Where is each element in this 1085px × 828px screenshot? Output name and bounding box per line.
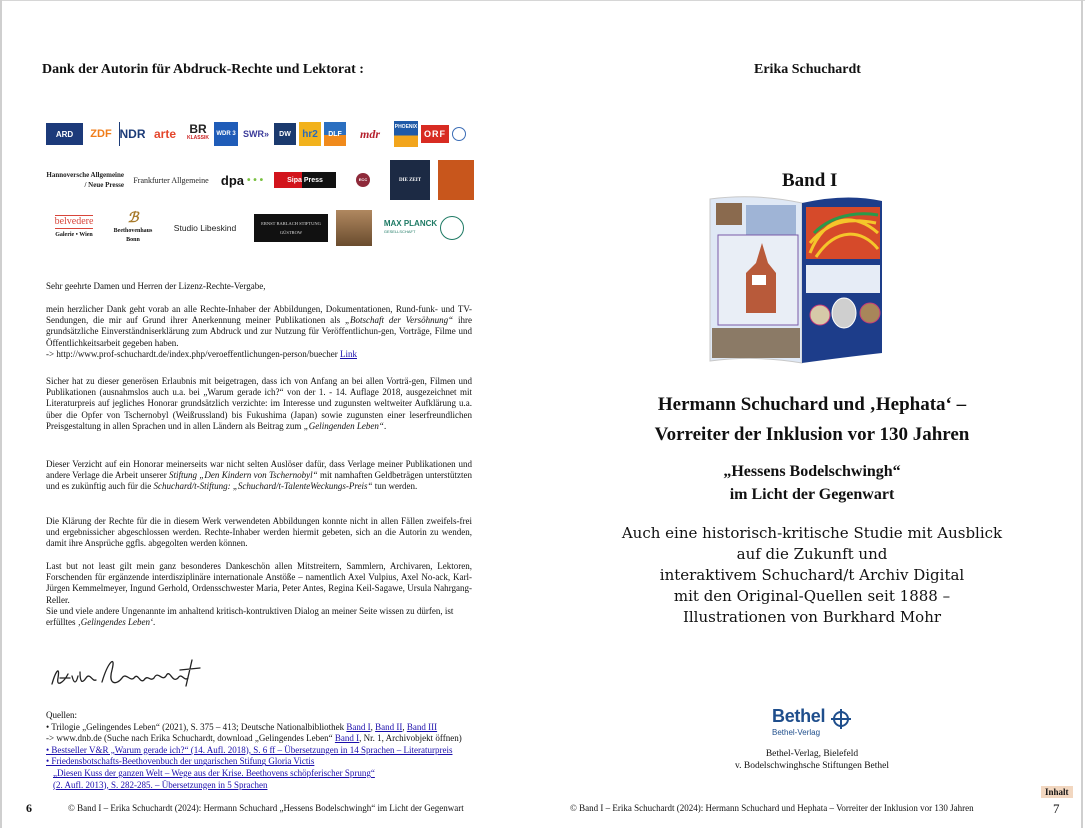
- letter-paragraph-5: [46, 561, 472, 628]
- source-2-text-b: , Nr. 1, Archivobjekt öffnen): [359, 733, 462, 744]
- footer-left: © Band I – Erika Schuchardt (2024): Hermann Schuchard „Hessens Bodelschwingh“ im Licht der Gegenwart: [68, 803, 464, 813]
- acknowledgement-heading: Dank der Autorin für Abdruck-Rechte und Lektorat :: [42, 62, 364, 77]
- beethovenhaus-monogram-icon: ℬ: [127, 211, 139, 226]
- source-line-1: • Trilogie „Gelingendes Leben“ (2021), S. 375 – 413; Deutsche Nationalbibliothek Band I, Band II, Band III: [46, 721, 438, 732]
- beethoven-book-link[interactable]: • Friedensbotschafts-Beethovenbuch der ungarischen Stifung Gloria Victis: [46, 756, 315, 767]
- publisher-line-1: Bethel-Verlag, Bielefeld: [765, 749, 859, 759]
- letter-paragraph-4: [46, 516, 472, 550]
- institution-logos: [46, 208, 476, 248]
- sipa-press-logo: Sipa Press: [274, 172, 336, 188]
- description-line: Auch eine historisch-kritische Studie mit Ausblick: [621, 524, 1003, 542]
- dw-logo: DW: [274, 123, 296, 145]
- p4-text: Die Klärung der Rechte für die in diesem Werk verwendeten Abbildungen konnte nicht in allen Fällen zweifels-frei und ergebnissicher abgeschlossen werden. Rechte-Inhaber werden hiermit gebeten, sich an die Autorin zu wenden, damit ihre Ansprüche ggfls. abgegolten werden können.: [46, 516, 472, 549]
- sources-label: Quellen:: [46, 710, 77, 720]
- hr2-logo: hr2: [299, 122, 321, 146]
- barlach-label: ERNST BARLACH STIFTUNG: [261, 221, 321, 226]
- letter-paragraph-1: [46, 304, 472, 360]
- phoenix-logo: PHOENIX: [394, 121, 418, 147]
- signature-image: [46, 648, 216, 698]
- band-3-link[interactable]: Band III: [406, 721, 438, 732]
- barlach-logo: [254, 214, 328, 242]
- page-number-right: 7: [1053, 801, 1060, 816]
- p5-text-b: Sie und viele andere Ungenannte im anhaltend kritisch-kontruktiven Dialog an meiner Seite wissen zu dürfen, ist erfülltes: [46, 605, 454, 628]
- p1-text: mein herzlicher Dank geht vorab an alle Rechte-Inhaber der Abbildungen, Dokumentationen, Rund-funk- und TV-Sendungen, die mir auf Grund ihrer Anerkennung meiner Publikationen als: [46, 304, 472, 326]
- br-letters: BR: [189, 122, 207, 136]
- p3-italic-a: Stiftung „Den Kindern von Tschernobyl“: [169, 470, 318, 481]
- dpa-dots-icon: • • •: [247, 174, 264, 186]
- max-planck-logo: [380, 214, 468, 242]
- beethoven-edition-link[interactable]: (2. Aufl. 2013), S. 282-285. – Übersetzungen in 5 Sprachen: [53, 779, 268, 790]
- book-description: [582, 523, 1042, 628]
- dpa-logo: [218, 169, 266, 191]
- publisher-info: [682, 748, 942, 772]
- sources-list: [46, 710, 476, 791]
- max-planck-sub: GESELLSCHAFT: [383, 229, 416, 234]
- subtitle-line-1: „Hessens Bodelschwingh“: [723, 463, 901, 480]
- p5-end: .: [152, 617, 156, 628]
- bestseller-link[interactable]: • Bestseller V&R „Warum gerade ich?“ (14. Aufl. 2018), S. 6 ff – Übersetzungen in 14 Sprachen – Literaturpreis: [46, 744, 453, 755]
- orf-logo: ORF: [421, 125, 449, 143]
- ecc-logo: [344, 171, 382, 189]
- wdr3-logo: WDR 3: [214, 122, 238, 146]
- dnb-band-1-link[interactable]: Band I: [334, 733, 360, 744]
- dlf-logo: DLF: [324, 122, 346, 146]
- p2-end: .: [383, 420, 387, 431]
- studio-libeskind-logo: Studio Libeskind: [173, 223, 237, 233]
- p1-url: -> http://www.prof-schuchardt.de/index.php/veroeffentlichungen-person/buecher: [46, 348, 340, 359]
- book-title: [582, 390, 1042, 450]
- description-line: mit den Original-Quellen seit 1888 –: [673, 587, 951, 605]
- letter-greeting: Sehr geehrte Damen und Herren der Lizenz-Rechte-Vergabe,: [46, 281, 266, 291]
- minerva-icon: [440, 216, 464, 240]
- bethel-verlag-label: Bethel-Verlag: [772, 728, 821, 737]
- letter-paragraph-3: [46, 459, 472, 493]
- p5-italic: ‚Gelingendes Leben‘: [77, 617, 153, 628]
- ard-logo: ARD: [46, 123, 83, 145]
- title-line-1: Hermann Schuchard und ‚Hephata‘ –: [657, 394, 967, 415]
- ndr-logo: NDR: [119, 122, 145, 146]
- mdr-logo: mdr: [359, 126, 380, 141]
- p1-text-b: ihre grundsätzliche Einverständniserklärung zum Abdruck und zur Nutzung für Veröffentlichun-gen, Vorträge, Filme und Öffentlichkeitsarbeit gegeben haben.: [46, 315, 472, 348]
- publications-link[interactable]: Link: [339, 348, 357, 359]
- footer-right: © Band I – Erika Schuchardt (2024): Hermann Schuchard und Hephata – Vorreiter der Inklusion vor 130 Jahren: [570, 803, 974, 813]
- source-1-text: • Trilogie „Gelingendes Leben“ (2021), S. 375 – 413; Deutsche Nationalbibliothek: [46, 721, 347, 732]
- left-page: [2, 0, 542, 828]
- p3-text-c: tun werden.: [372, 481, 418, 492]
- description-line: interaktivem Schuchard/t Archiv Digital: [659, 566, 965, 584]
- zdf-logo: ZDF: [90, 128, 112, 140]
- bethel-wordmark: Bethel: [772, 706, 826, 726]
- p2-text: Sicher hat zu dieser generösen Erlaubnis mit beigetragen, dass ich von Anfang an bei allen Vorträ-gen, Filmen und Publikationen (ausnahmslos auch u.a. bei „Warum gerade ich?“ von der 1. - 14. Auflage 2018, ausgezeichnet mit Literaturpreis auf jegliches Honorar grundsätzlich verzichte: im Interesse und zugunsten weltweiter Aufklärung u.a. über die Opfer von Tschernobyl (Weißrussland) bis Fukushima (Japan) sowie zugunsten einer leserfreundlichen Preisgestaltung in allen Sprachen und in allen Ländern als Beitrag zum: [46, 376, 472, 431]
- dpa-label: dpa: [220, 172, 245, 188]
- max-planck-label: MAX PLANCK: [383, 219, 438, 228]
- subtitle-line-2: im Licht der Gegenwart: [729, 486, 895, 503]
- description-line: auf die Zukunft und: [736, 545, 888, 563]
- barlach-sub: GÜSTROW: [279, 230, 303, 235]
- beethovenhaus-label: Beethovenhaus: [113, 228, 153, 234]
- page-number-left: 6: [26, 801, 32, 815]
- band-1-link[interactable]: Band I: [346, 721, 371, 732]
- belvedere-logo: [46, 213, 102, 243]
- inhalt-button[interactable]: Inhalt: [1041, 786, 1073, 798]
- orf-circle-icon: [452, 127, 466, 141]
- press-logos: [46, 160, 476, 200]
- source-line-2: [46, 733, 476, 745]
- source-2-text: -> www.dnb.de (Suche nach Erika Schuchardt, download „Gelingendes Leben“: [46, 733, 335, 744]
- letter-paragraph-2: [46, 376, 472, 432]
- author-name: Erika Schuchardt: [754, 62, 861, 77]
- band-2-link[interactable]: Band II: [375, 721, 403, 732]
- p5-text: Last but not least gilt mein ganz besonderes Dankeschön allen Mitstreitern, Sammlern, Archivaren, Lektoren, Forschenden für ergänzende interdisziplinäre internationale Anstöße – namentlich Axel Vulpius, Axel No-ack, Karl-Jürgen Kemmelmeyer, Ingund Gerhold, Ordensschwester Maria, Peter Antes, Regina Keil-Sagawe, Ursula Nahrgang-Reller.: [46, 561, 472, 605]
- volume-title: Band I: [782, 170, 838, 191]
- p3-text-b: mit namhaften Geldbeträgen unterstützten und es zukünftig auch für die: [46, 470, 472, 492]
- ecc-circle-icon: ECC: [356, 173, 370, 187]
- scrollbar-edge: [1081, 0, 1083, 828]
- br-klassik-logo: [185, 122, 211, 146]
- p3-text: Dieser Verzicht auf ein Honorar meinerseits war nicht selten Auslöser dafür, dass Verlage meiner Publikationen und andere Verlage die Arbeit unserer: [46, 459, 472, 481]
- beethoven-title-link[interactable]: „Diesen Kuss der ganzen Welt – Wege aus der Krise. Beethovens schöpferischer Sprung“: [53, 767, 375, 778]
- haz-label: Hannoversche Allgemeine / Neue Presse: [46, 171, 124, 189]
- klassik-letters: KLASSIK: [187, 135, 209, 141]
- publisher-line-2: v. Bodelschwinghsche Stiftungen Bethel: [735, 761, 889, 771]
- zeit-logo: DIE ZEIT: [390, 160, 430, 200]
- bethel-cross-icon: [830, 708, 852, 730]
- orange-pattern-logo: [438, 160, 474, 200]
- p1-italic: „Botschaft der Versöhnung“: [345, 315, 454, 326]
- beethovenhaus-logo: [110, 208, 156, 248]
- artwork-logo: [336, 210, 372, 246]
- swr-logo: SWR»: [242, 129, 269, 139]
- belvedere-label: belvedere: [54, 216, 94, 227]
- belvedere-sub: Galerie • Wien: [55, 232, 93, 238]
- p3-italic-b: Schuchard/t-Stiftung: „Schuchard/t-TalenteWeckungs-Preis“: [153, 481, 373, 492]
- bethel-logo: [770, 706, 860, 742]
- book-cover-image: [706, 193, 886, 365]
- description-line: Illustrationen von Burkhard Mohr: [682, 608, 942, 626]
- haz-logo: [46, 165, 124, 195]
- p2-italic: „Gelingenden Leben“: [303, 420, 384, 431]
- title-line-2: Vorreiter der Inklusion vor 130 Jahren: [654, 424, 970, 445]
- beethovenhaus-sub: Bonn: [126, 237, 140, 243]
- arte-logo: arte: [153, 127, 176, 141]
- right-page: [542, 0, 1081, 828]
- broadcaster-logos: [46, 121, 476, 147]
- book-subtitle: [582, 460, 1042, 506]
- faz-logo: Frankfurter Allgemeine: [133, 175, 209, 185]
